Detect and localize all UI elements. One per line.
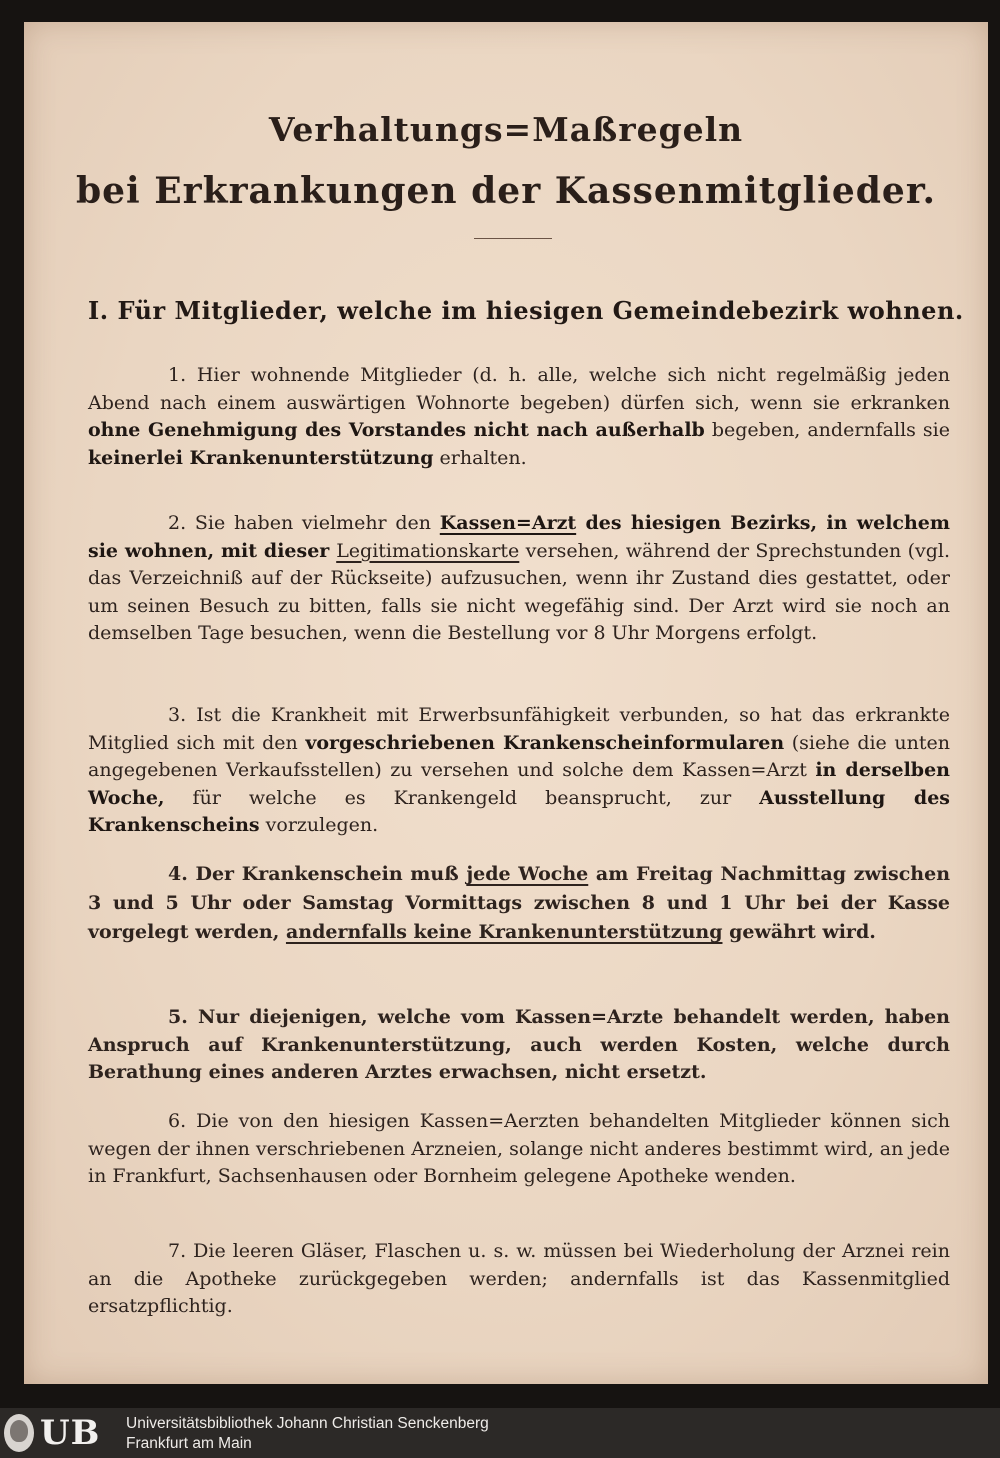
title-divider: [474, 238, 552, 239]
p1-emphasis-2: keinerlei Krankenunterstützung: [88, 446, 434, 469]
p4-underlined-warning: andernfalls keine Krankenunterstützung: [285, 921, 723, 943]
paragraph-5: 5. Nur diejenigen, welche vom Kassen=Arzte behandelt werden, haben Anspruch auf Krankenunterstützung, auch werden Kosten, welche durch Berathung eines anderen Arztes erwachsen, nicht ersetzt.: [88, 1006, 950, 1083]
section-heading: I. Für Mitglieder, welche im hiesigen Gemeindebezirk wohnen.: [88, 296, 964, 325]
p2-text-e: versehen, während der Sprechstunden (vgl. das Verzeichniß auf der Rückseite) aufzusuchen, wenn ihr Zustand dies gestattet, oder um seinen Besuch zu bitten, falls sie nicht wegefähig sind. Der Arzt wird sie noch an demselben Tage besuchen, wenn die Bestellung vor 8 Uhr Morgens erfolgt.: [88, 539, 950, 644]
p2-emphasis: des hiesigen Bezirks, in welchem sie wohnen, mit dieser: [88, 512, 950, 562]
p3-text-e: für welche es Krankengeld beansprucht, zur: [164, 786, 760, 809]
p4-text-a: 4. Der Krankenschein muß: [168, 863, 467, 885]
p1-text-a: 1. Hier wohnende Mitglieder (d. h. alle, welche sich nicht regelmäßig jeden Abend nach einem auswärtigen Wohnorte begeben) dürfen sich, wenn sie erkranken: [88, 364, 950, 414]
paragraph-7: 7. Die leeren Gläser, Flaschen u. s. w. müssen bei Wiederholung der Arznei rein an die Apotheke zurückgegeben werden; andernfalls ist das Kassenmitglied ersatzpflichtig.: [88, 1240, 950, 1317]
p3-emphasis-3: Ausstellung des Krankenscheins: [88, 786, 950, 836]
ub-logo[interactable]: [4, 1412, 116, 1454]
p1-text-e: erhalten.: [433, 446, 527, 469]
paragraph-3: [88, 702, 950, 840]
paragraph-2: [88, 510, 950, 648]
institution-city: Frankfurt am Main: [126, 1435, 252, 1452]
institution-name: Universitätsbibliothek Johann Christian Senckenberg: [126, 1415, 489, 1432]
p3-text-g: vorzulegen.: [259, 814, 379, 836]
p4-text-c: am Freitag Nachmittag zwischen 3 und 5 Uhr oder Samstag Vormittags zwischen 8 und 1 Uhr bei der Kasse vorgelegt werden,: [88, 863, 951, 943]
footer-attribution: [126, 1414, 489, 1454]
p2-legitimationskarte: Legitimationskarte: [336, 539, 520, 562]
p3-emphasis-2: in derselben Woche,: [88, 759, 950, 809]
document-page: [24, 22, 988, 1384]
p1-text-c: begeben, andernfalls sie: [704, 419, 950, 441]
title-line-1: Verhaltungs=Maßregeln: [268, 110, 744, 149]
p3-text-c: (siehe die unten angegebenen Verkaufsstellen) zu versehen und solche dem Kassen=Arzt: [88, 731, 950, 781]
portrait-icon: [4, 1414, 34, 1452]
logo-text: UB: [40, 1413, 101, 1453]
p2-text-a: 2. Sie haben vielmehr den: [168, 512, 440, 534]
p4-text-e: gewährt wird.: [722, 921, 876, 943]
paragraph-1: [88, 362, 950, 472]
p3-emphasis-1: vorgeschriebenen Krankenscheinformularen: [305, 731, 785, 754]
title-line-2: bei Erkrankungen der Kassenmitglieder.: [75, 170, 937, 212]
paragraph-4: [88, 860, 950, 947]
paragraph-6: 6. Die von den hiesigen Kassen=Aerzten behandelten Mitglieder können sich wegen der ihnen verschriebenen Arzneien, solange nicht anderes bestimmt wird, an jede in Frankfurt, Sachsenhausen oder Bornheim gelegene Apotheke wenden.: [88, 1110, 950, 1187]
p2-kassen-arzt: Kassen=Arzt: [439, 512, 577, 534]
p1-emphasis-1: ohne Genehmigung des Vorstandes nicht nach außerhalb: [88, 419, 705, 441]
p3-text-a: 3. Ist die Krankheit mit Erwerbsunfähigkeit verbunden, so hat das erkrankte Mitglied sich mit den: [88, 704, 950, 754]
p4-jede-woche: jede Woche: [466, 863, 589, 885]
